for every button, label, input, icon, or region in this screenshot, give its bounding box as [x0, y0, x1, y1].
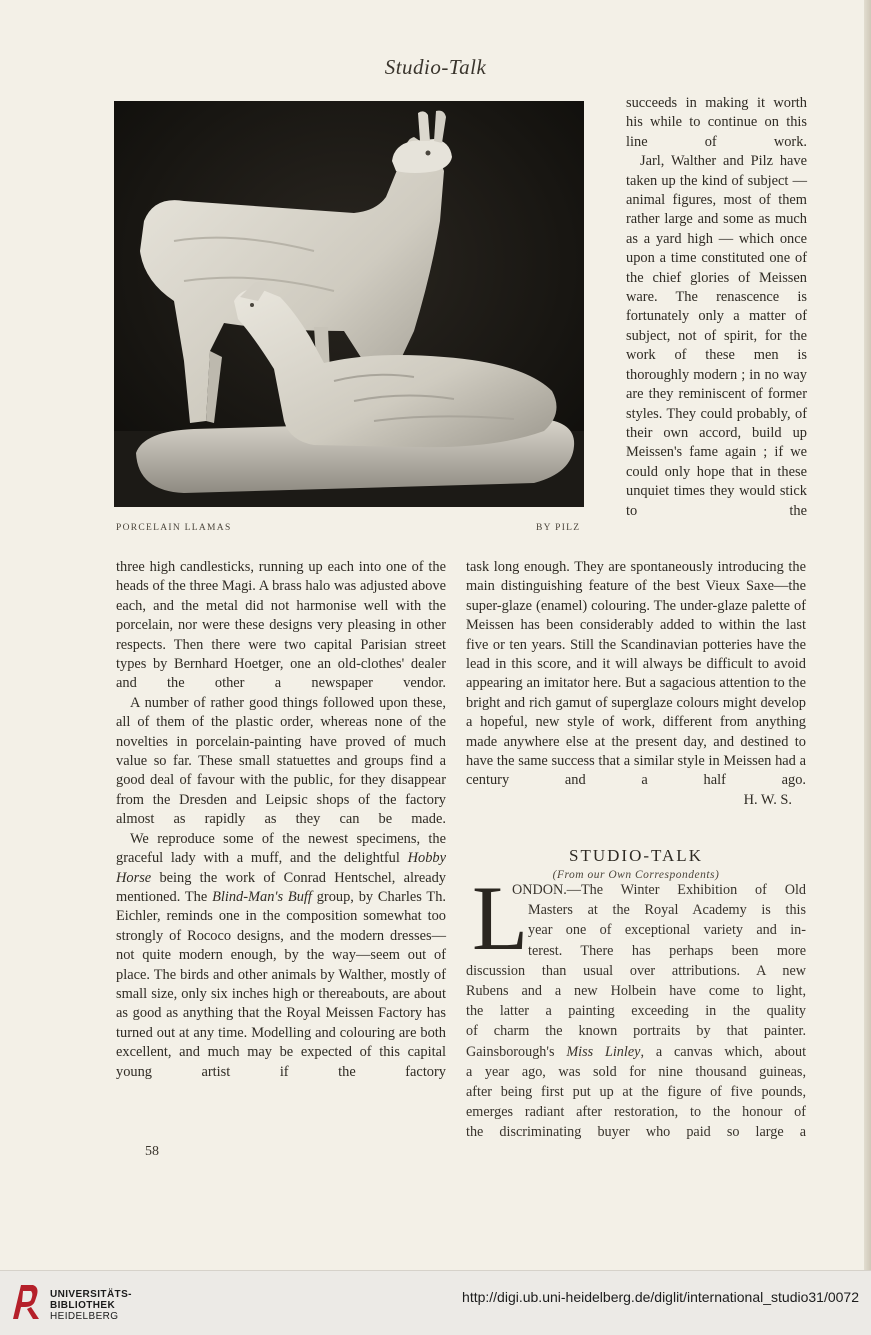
text-line: Gainsborough's Miss Linley, a canvas which, about [466, 1043, 807, 1060]
text-line: year one of exceptional variety and in- [528, 922, 806, 939]
porcelain-llamas-photo [114, 101, 584, 507]
text-line: emerges radiant after restoration, to the honour of [466, 1104, 806, 1121]
library-logo-icon[interactable] [9, 1281, 43, 1326]
section-heading: STUDIO-TALK [569, 846, 703, 865]
text-line: ONDON.—The Winter Exhibition of Old [512, 882, 806, 898]
paragraph: A number of rather good things followed upon these, all of them of the plastic order, whereas none of the novelties in porcelain-painting have proved of much value so far. These small statuettes and groups find a good deal of favour with the public, for they disappear from the Dresden and Leipsic shops of the factory almost as rapidly as they can be made. [116, 694, 446, 828]
text-line: discussion than usual over attributions. A new [466, 962, 806, 979]
title-miss-linley: Miss Linley [566, 1043, 641, 1060]
page-edge-shadow [864, 0, 871, 1270]
running-head: Studio-Talk [384, 55, 487, 79]
text-line: the latter a painting exceeding in the quality [466, 1003, 806, 1020]
paragraph: three high candlesticks, running up each into one of the heads of the three Magi. A brass halo was adjusted above each, and the metal did not harmonise well with the porcelain, nor were these designs very pleasing in other respects. Then there were two capital Parisian street types by Bernhard Hoetger, one an old-clothes' dealer and the other a newspaper vendor. [116, 559, 446, 692]
text-line: the discriminating buyer who paid so large a [466, 1124, 806, 1141]
title-hobby-horse: Hobby Horse [116, 850, 446, 886]
section-subheading: (From our Own Correspondents) [552, 869, 720, 881]
title-blind-mans-buff: Blind-Man's Buff [212, 888, 312, 905]
paragraph: task long enough. They are spontaneously introducing the main distinguishing feature of the best Vieux Saxe—the super-glaze (enamel) colouring. The under-glaze palette of Meissen has been considerably added to within the last five or ten years. Still the Scandinavian potteries have the lead in this score, and it will always be difficult to avoid appearing an imitator here. But a sagacious attention to the bright and rich gamut of superglaze colours might develop a hopeful, new style of work, different from anything made anywhere else at the present day, and destined to have the same success that a similar style in Meissen had a century and a half ago. [466, 559, 806, 789]
text-line: of charm the known portraits by that painter. [466, 1023, 806, 1040]
paragraph: succeeds in making it worth his while to continue on this line of work. [626, 95, 807, 150]
text-line: a year ago, was sold for nine thousand guineas, [466, 1063, 806, 1080]
left-column-text [116, 558, 446, 1082]
text-line: Rubens and a new Holbein have come to light, [466, 983, 806, 1000]
library-logo-text[interactable]: UNIVERSITÄTS- BIBLIOTHEK HEIDELBERG [50, 1289, 132, 1322]
text-line: terest. There has perhaps been more [528, 942, 806, 959]
text-line: after being first put up at the figure of five pounds, [466, 1084, 806, 1101]
author-signature: H. W. S. [743, 791, 792, 808]
text-line: Masters at the Royal Academy is this [528, 902, 806, 919]
right-column-top-text [626, 94, 807, 521]
figure-caption-credit: BY PILZ [536, 523, 581, 533]
page-url-link[interactable]: http://digi.ub.uni-heidelberg.de/diglit/international_studio31/0072 [462, 1289, 859, 1305]
drop-cap: L [472, 867, 529, 969]
studio-talk-london-text [466, 880, 806, 1143]
right-column-continued-text [466, 558, 806, 810]
page-number: 58 [145, 1144, 159, 1159]
llama-figurine-illustration [114, 101, 584, 507]
paragraph: Jarl, Walther and Pilz have taken up the kind of subject — animal figures, most of them rather large and some as much as a yard high — which once upon a time constituted one of the chief glories of Meissen ware. The renascence is fortunately only a matter of subject, not of spirit, for the work of these men is thoroughly modern ; in no way are they reminiscent of former styles. They could probably, of their own accord, build up Meissen's fame again ; if we could only hope that in these unquiet times they would stick to the [626, 153, 807, 519]
viewer-footer [0, 1270, 871, 1335]
figure-caption-title: PORCELAIN LLAMAS [116, 523, 232, 533]
paragraph: We reproduce some of the newest specimens, the graceful lady with a muff, and the delightful Hobby Horse being the work of Conrad Hentschel, already mentioned. The Blind-Man's Buff group, by Charles Th. Eichler, reminds one in the composition somewhat too strongly of Rococo designs, and the modern dresses—not quite modern enough, by the way—seem out of place. The birds and other animals by Walther, mostly of small size, only six inches high or thereabouts, are about as good as anything that the Royal Meissen Factory has turned out at any time. Modelling and colouring are both excellent, and much may be expected of this capital young artist if the factory [116, 830, 446, 1080]
